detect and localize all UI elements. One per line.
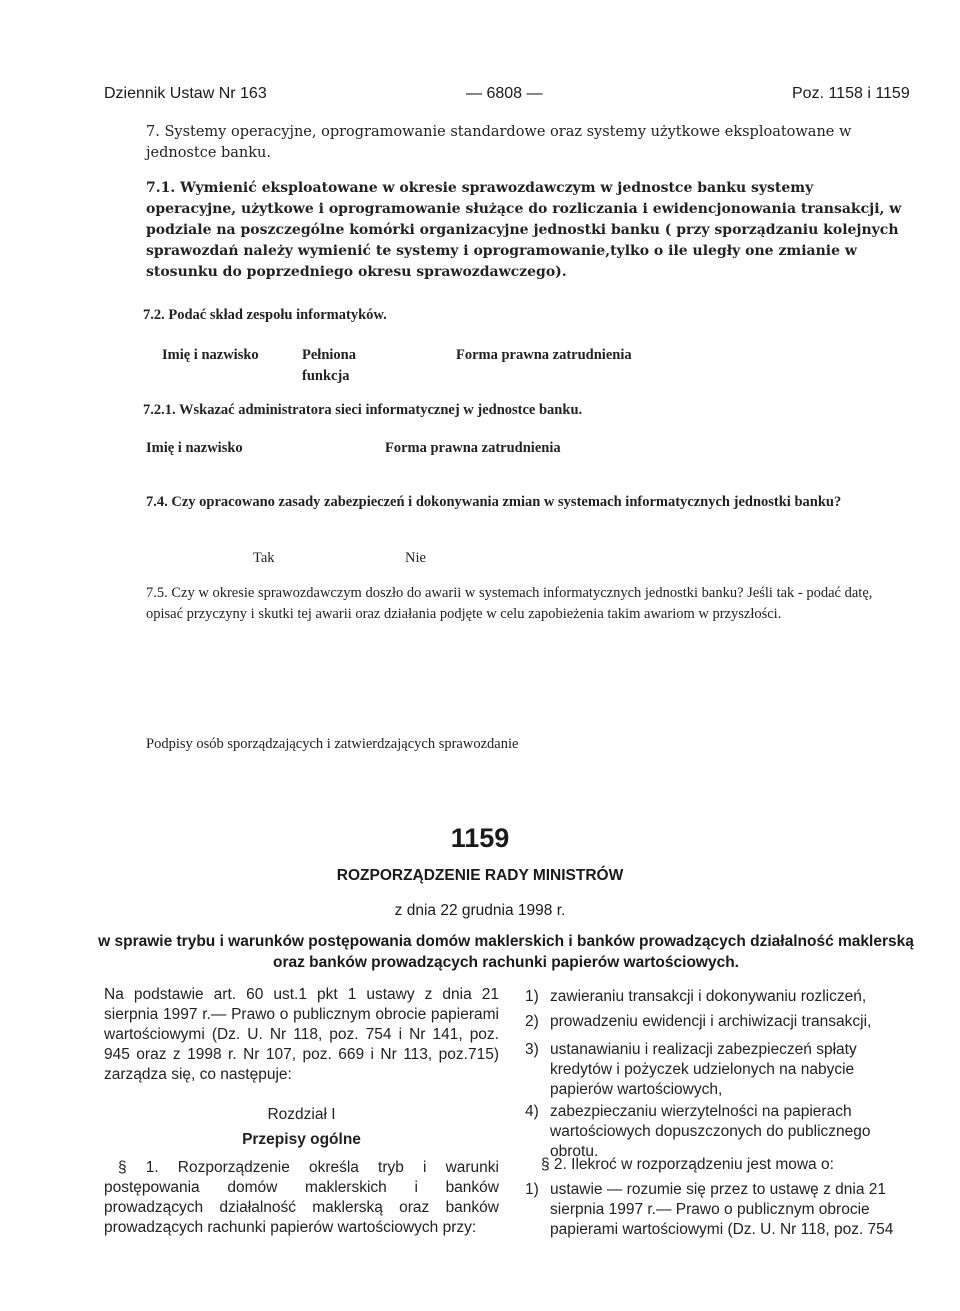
paragraph-2: § 2. Ilekroć w rozporządzeniu jest mowa o: (541, 1156, 834, 1173)
list-item (525, 1180, 910, 1240)
column2-name: Imię i nazwisko (146, 440, 243, 456)
answer-yes: Tak (253, 550, 275, 566)
section-7-4: 7.4. Czy opracowano zasady zabezpieczeń i dokonywania zmian w systemach informatycznych jednostki banku? (146, 494, 842, 510)
page-number: — 6808 — (466, 85, 543, 102)
column2-employment-form: Forma prawna zatrudnienia (385, 440, 561, 456)
list-item (525, 1102, 910, 1162)
column-name: Imię i nazwisko (162, 347, 259, 363)
section-7-5: 7.5. Czy w okresie sprawozdawczym doszło do awarii w systemach informatycznych jednostki banku? Jeśli tak - podać datę, opisać przyczyny i skutki tej awarii oraz działania podjęte w celu zapobieżenia takim awariom w przyszłości. (146, 585, 873, 622)
section-7-2-1: 7.2.1. Wskazać administratora sieci informatycznej w jednostce banku. (143, 402, 583, 418)
list-item-number: 1) (525, 1181, 539, 1198)
column-function: Pełniona funkcja (302, 347, 356, 384)
list-item (525, 987, 910, 1007)
section-7-2: 7.2. Podać skład zespołu informatyków. (143, 307, 387, 323)
list-item-text: zabezpieczaniu wierzytelności na papierach wartościowych dopuszczonych do publicznego obrotu. (550, 1103, 871, 1160)
section-7-1: 7.1. Wymienić eksploatowane w okresie sprawozdawczym w jednostce banku systemy operacyjne, użytkowe i oprogramowanie służące do rozliczania i ewidencjonowania transakcji, w podziale na poszczególne komórki organizacyjne jednostki banku ( przy sporządzaniu kolejnych sprawozdań należy wymienić te systemy i oprogramowanie,tylko o ile uległy one zmianie w stosunku do poprzedniego okresu sprawozdawczego). (146, 180, 902, 280)
journal-title: Dziennik Ustaw Nr 163 (104, 85, 267, 102)
column-employment-form: Forma prawna zatrudnienia (456, 347, 632, 363)
answer-no: Nie (405, 550, 426, 566)
paragraph-1: § 1. Rozporządzenie określa tryb i warunki postępowania domów maklerskich i banków prowadzących działalność maklerską oraz banków prowadzących rachunki papierów wartościowych przy: (104, 1159, 499, 1236)
list-item-text: ustanawianiu i realizacji zabezpieczeń spłaty kredytów i pożyczek udzielonych na nabycie papierów wartościowych, (550, 1041, 857, 1098)
list-item-text: zawieraniu transakcji i dokonywaniu rozliczeń, (550, 988, 867, 1005)
list-item-number: 4) (525, 1103, 539, 1120)
chapter-title: Przepisy ogólne (242, 1131, 361, 1148)
regulation-subject: w sprawie trybu i warunków postępowania domów maklerskich i banków prowadzących działalność maklerską oraz banków prowadzących rachunki papierów wartościowych. (98, 933, 914, 971)
list-item (525, 1040, 910, 1100)
list-item-number: 3) (525, 1041, 539, 1058)
list-item-text: ustawie — rozumie się przez to ustawę z dnia 21 sierpnia 1997 r.— Prawo o publicznym obrocie papierami wartościowymi (Dz. U. Nr 118, poz. 754 (550, 1181, 894, 1238)
list-item (525, 1012, 910, 1032)
regulation-date: z dnia 22 grudnia 1998 r. (394, 902, 566, 919)
preamble: Na podstawie art. 60 ust.1 pkt 1 ustawy z dnia 21 sierpnia 1997 r.— Prawo o publicznym obrocie papierami wartościowymi (Dz. U. Nr 118, poz. 754 i Nr 141, poz. 945 oraz z 1998 r. Nr 107, poz. 669 i Nr 113, poz.715) zarządza się, co następuje: (104, 986, 499, 1083)
section-7: 7. Systemy operacyjne, oprogramowanie standardowe oraz systemy użytkowe eksploatowane w jednostce banku. (146, 124, 852, 161)
chapter-heading: Rozdział I (267, 1106, 336, 1123)
regulation-number: 1159 (450, 823, 510, 853)
list-item-number: 2) (525, 1013, 539, 1030)
regulation-title: ROZPORZĄDZENIE RADY MINISTRÓW (336, 867, 624, 884)
position-ref: Poz. 1158 i 1159 (792, 85, 910, 102)
signatures-line: Podpisy osób sporządzających i zatwierdzających sprawozdanie (146, 736, 519, 752)
list-item-number: 1) (525, 988, 539, 1005)
list-item-text: prowadzeniu ewidencji i archiwizacji transakcji, (550, 1013, 872, 1030)
